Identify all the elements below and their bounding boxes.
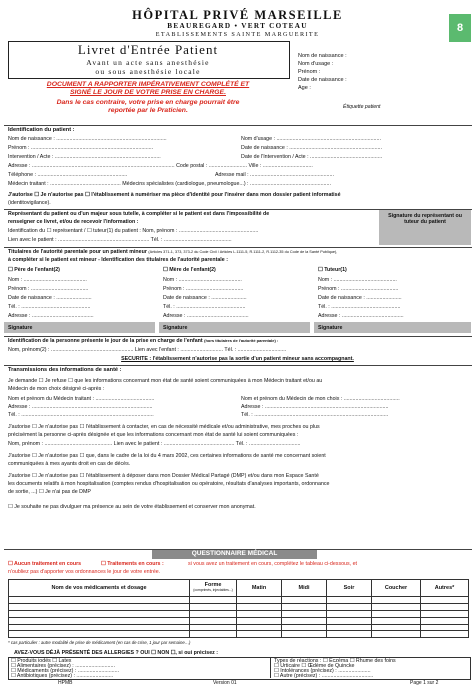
tutor-address[interactable]: Adresse : .......................................... (318, 313, 404, 319)
tutor-signature-label: Signature (318, 325, 343, 331)
allergy-drugs[interactable]: ☐ Médicaments (précisez) : ............................ (11, 668, 120, 674)
intervention-field[interactable]: Intervention / Acte : ........................................................................ (8, 154, 161, 160)
col-noon: Midi (282, 580, 327, 597)
tutor-firstname[interactable]: Prénom : ....................................... (318, 286, 399, 292)
first-name-field[interactable]: Prénom : ................................................................................... (8, 145, 154, 151)
red-notice-3: Dans le cas contraire, votre prise en charge pourrait être (56, 99, 240, 106)
col-morning: Matin (237, 580, 282, 597)
allergy-food[interactable]: ☐ Alimentaires (précisez) : ........................... (11, 663, 115, 669)
tutor-name[interactable]: Nom : ........................................... (318, 277, 397, 283)
id-scan-consent[interactable]: J'autorise ☐ Je n'autorise pas ☐ l'établissement à numériser ma pièce d'identité pour l'insérer dans mon dossier patient informatisé (8, 192, 341, 198)
allergy-iodine-latex[interactable]: ☐ Produits iodés ☐ Latex (11, 658, 72, 664)
label-field-first-name: Prénom : (298, 69, 321, 75)
address-field[interactable]: Adresse : ................................................................................................. Code postal : .......................... Ville : .................................. (8, 163, 313, 169)
usage-name-field[interactable]: Nom d'usage : ....................................................................... (241, 136, 381, 142)
hospital-name: HÔPITAL PRIVÉ MARSEILLE (132, 8, 343, 22)
table-note: * cas particulier : autre modalité de prise de médicament (en cas de crise, 1 jour par semaine…) (8, 640, 191, 645)
col-other: Autres* (421, 580, 469, 597)
col-medication: Nom de vos médicaments et dosage (9, 580, 190, 597)
heirs-consent[interactable]: J'autorise ☐ Je n'autorise pas ☐ que, dans le cadre de la loi du 4 mars 2002, ces certaines informations de santé me concernant soient (8, 453, 326, 459)
divider (4, 365, 472, 366)
identification-title: Identification du patient : (8, 127, 75, 133)
allergy-antibiotics[interactable]: ☐ Antibiotiques (précisez) : ......................... (11, 673, 114, 679)
mother-signature-label: Signature (163, 325, 188, 331)
divider (4, 247, 472, 248)
label-field-birth-name: Nom de naissance : (298, 53, 347, 59)
ongoing-treatment-checkbox[interactable]: ☐ Traitements en cours : (101, 561, 164, 567)
mother-checkbox[interactable]: ☐ Mère de l'enfant(2) (163, 267, 216, 273)
table-row[interactable] (9, 617, 469, 624)
gp-name-field[interactable]: Nom et prénom du Médecin traitant : ........................................ (8, 396, 155, 402)
divider (4, 125, 472, 126)
chosen-doctor-address-field[interactable]: Adresse : .................................................................................... (241, 404, 389, 410)
guardians-title: Titulaires de l'autorité parentale pour un patient mineur (Articles 371-1, 373, 373-2 du Code Civil / Articles L.1111-5, R.1111-2, R.1112-35 du Code de la Santé Publique), (8, 249, 338, 255)
tutor-checkbox[interactable]: ☐ Tuteur(1) (318, 267, 347, 273)
questionnaire-bar: QUESTIONNAIRE MÉDICAL (152, 550, 317, 559)
col-form: Forme (comprimés, injectables...) (190, 580, 237, 597)
red-notice-4: reportée par le Praticien. (108, 107, 188, 114)
representative-signature-label: Signature du représentant ou tuteur du patient (388, 213, 462, 225)
footer-page: Page 1 sur 2 (410, 680, 439, 686)
birth-date-field[interactable]: Date de naissance : ............................................................... (241, 145, 383, 151)
father-birthdate[interactable]: Date de naissance : ........................ (8, 295, 92, 301)
dmp-consent-2: les documents relatifs à mon hospitalisation (comptes rendus d'hospitalisation ou opératoire, résultats d'analyses importants, ordonnance (8, 481, 330, 487)
allergy-box-divider (270, 657, 271, 678)
father-phone[interactable]: Tél. : ............................................... (8, 304, 91, 310)
red-notice-2: SIGNÉ LE JOUR DE VOTRE PRISE EN CHARGE. (70, 89, 226, 96)
hospital-subtitle: ETABLISSEMENTS SAINTE MARGUERITE (155, 31, 320, 38)
table-row[interactable] (9, 624, 469, 631)
booklet-subtitle-2: ou sous anesthésie locale (95, 67, 201, 76)
relatives-contact-consent-2: précisément la personne ci-après désignée et que les informations concernant mon état de santé lui soient communiquées : (8, 432, 299, 438)
red-notice-1: DOCUMENT A RAPPORTER IMPÉRATIVEMENT COMPLÉTÉ ET (46, 81, 250, 88)
father-signature-label: Signature (8, 325, 33, 331)
father-address[interactable]: Adresse : .......................................... (8, 313, 94, 319)
doctor-share-consent-2: Médecin de mon choix désigné ci-après : (8, 386, 105, 392)
security-notice: SECURITE : l'établissement n'autorise pas la sortie d'un patient mineur sans accompagnant. (121, 356, 354, 362)
mother-phone[interactable]: Tél. : ............................................... (163, 304, 246, 310)
doctor-share-consent[interactable]: Je demande ☐ Je refuse ☐ que les informations concernant mon état de santé soient communiquées à mon Médecin traitant et/ou au (8, 378, 323, 384)
intervention-date-field[interactable]: Date de l'Intervention / Acte : ................................................. (241, 154, 383, 160)
table-row[interactable] (9, 603, 469, 610)
medication-table[interactable] (8, 579, 469, 638)
mother-name[interactable]: Nom : ........................................... (163, 277, 242, 283)
booklet-title: Livret d'Entrée Patient (77, 42, 219, 57)
id-scan-consent-2: (identitovigilance). (8, 200, 51, 206)
col-evening: Soir (327, 580, 372, 597)
table-row[interactable] (9, 610, 469, 617)
table-row[interactable] (9, 597, 469, 604)
reaction-urticaria[interactable]: ☐ Urticaire ☐ Œdème de Quincke (274, 663, 355, 669)
no-treatment-checkbox[interactable]: ☐ Aucun traitement en cours (8, 561, 82, 567)
relatives-contact-consent[interactable]: J'autorise ☐ Je n'autorise pas ☐ l'établissement à contacter, en cas de nécessité médicale et/ou administrative, mes proches ou plus (8, 424, 320, 430)
dmp-consent[interactable]: J'autorise ☐ Je n'autorise pas ☐ l'établissement à déposer dans mon Dossier Médical Partagé (DMP) et/ou dans mon Espace Santé (8, 473, 319, 479)
gp-address-field[interactable]: Adresse : .................................................................................. (8, 404, 153, 410)
heirs-consent-2: communiquées à mes ayants droit en cas de décès. (8, 461, 131, 467)
gp-phone-field[interactable]: Tél. : .......................................................................................... (8, 412, 154, 418)
chosen-doctor-name-field[interactable]: Nom et prénom du Médecin de mon choix : ...................................... (241, 396, 400, 402)
treatment-instruction: si vous avez un traitement en cours, complétez le tableau ci-dessous, et (188, 561, 357, 567)
reaction-types[interactable]: Types de réactions : ☐ Eczéma ☐ Rhume des foins (274, 658, 396, 664)
mother-address[interactable]: Adresse : .......................................... (163, 313, 249, 319)
tutor-phone[interactable]: Tél. : ............................................... (318, 304, 401, 310)
email-field[interactable]: Adresse mail : ......................................................... (215, 172, 334, 178)
birth-name-field[interactable]: Nom de naissance : ........................................................................... (8, 136, 167, 142)
father-checkbox[interactable]: ☐ Père de l'enfant(2) (8, 267, 60, 273)
representative-name-field[interactable]: Identification du ☐ représentant / ☐ tuteur(1) du patient : Nom, prénom : ...................................................... (8, 228, 259, 234)
reaction-intolerance[interactable]: ☐ Intolérances (précisez) : ...................... (274, 668, 371, 674)
page-badge: 8 (449, 14, 471, 42)
dmp-consent-3[interactable]: de sortie, ...) ☐ Je n'ai pas de DMP (8, 489, 91, 495)
treatment-instruction-2: n'oubliez pas d'apporter vos ordonnances le jour de votre entrée. (8, 569, 161, 575)
representative-title-2: renseigner ce livret, et/ou de recevoir l'information : (8, 219, 139, 225)
representative-link-field[interactable]: Lien avec le patient : .............................................................. Tél. : .............................................. (8, 237, 232, 243)
transmission-title: Transmissions des informations de santé : (8, 367, 122, 373)
anonymity-checkbox[interactable]: ☐ Je souhaite ne pas divulguer ma présence au sein de votre établissement et conserver mon anonymat. (8, 504, 256, 510)
companion-title: Identification de la personne présente le jour de la prise en charge de l'enfant (hors titulaires de l'autorité parentale) : (8, 338, 279, 344)
guardians-subtitle: à compléter si le patient est mineur - Identification des titulaires de l'autorité parentale : (8, 257, 228, 263)
label-field-usage-name: Nom d'usage : (298, 61, 334, 67)
mother-firstname[interactable]: Prénom : ....................................... (163, 286, 244, 292)
col-bedtime: Coucher (372, 580, 421, 597)
divider (4, 336, 472, 337)
mother-birthdate[interactable]: Date de naissance : ........................ (163, 295, 247, 301)
doctor-field[interactable]: Médecin traitant : ................................................ Médecins spécialistes (cardiologue, pneumologue...) : ....................................................... (8, 181, 331, 187)
tutor-birthdate[interactable]: Date de naissance : ........................ (318, 295, 402, 301)
relative-name-field[interactable]: Nom, prénom : .............................................. Lien avec le patient : ................................................ Tél. : ................................... (8, 441, 301, 447)
father-firstname[interactable]: Prénom : ....................................... (8, 286, 89, 292)
label-field-age: Age : (298, 85, 311, 91)
footer-left: HPMB (58, 680, 73, 686)
hospital-sites: BEAUREGARD • VERT COTEAU (167, 22, 308, 30)
father-name[interactable]: Nom : ........................................... (8, 277, 87, 283)
footer-version: Version 01 (213, 680, 237, 686)
table-row[interactable] (9, 631, 469, 638)
patient-sticker-label: Étiquette patient (343, 104, 381, 110)
phone-field[interactable]: Téléphone : ............................................................. (8, 172, 128, 178)
allergy-question[interactable]: AVEZ-VOUS DÉJÀ PRÉSENTÉ DES ALLERGIES ? OUI ☐ NON ☐, si oui précisez : (14, 650, 219, 656)
chosen-doctor-phone-field[interactable]: Tél. : ........................................................................................... (241, 412, 389, 418)
booklet-subtitle-1: Avant un acte sans anesthésie (86, 58, 210, 67)
representative-title-1: Représentant du patient ou d'un majeur sous tutelle, à compléter si le patient est dans l'impossibilité de (8, 211, 270, 217)
companion-field[interactable]: Nom, prénom(2) : ........................................................ Lien avec l'enfant : ............................. Tél. : ................................. (8, 347, 287, 353)
label-field-birth-date: Date de naissance : (298, 77, 347, 83)
reaction-other[interactable]: ☐ Autre (précisez) : ................................... (274, 673, 374, 679)
